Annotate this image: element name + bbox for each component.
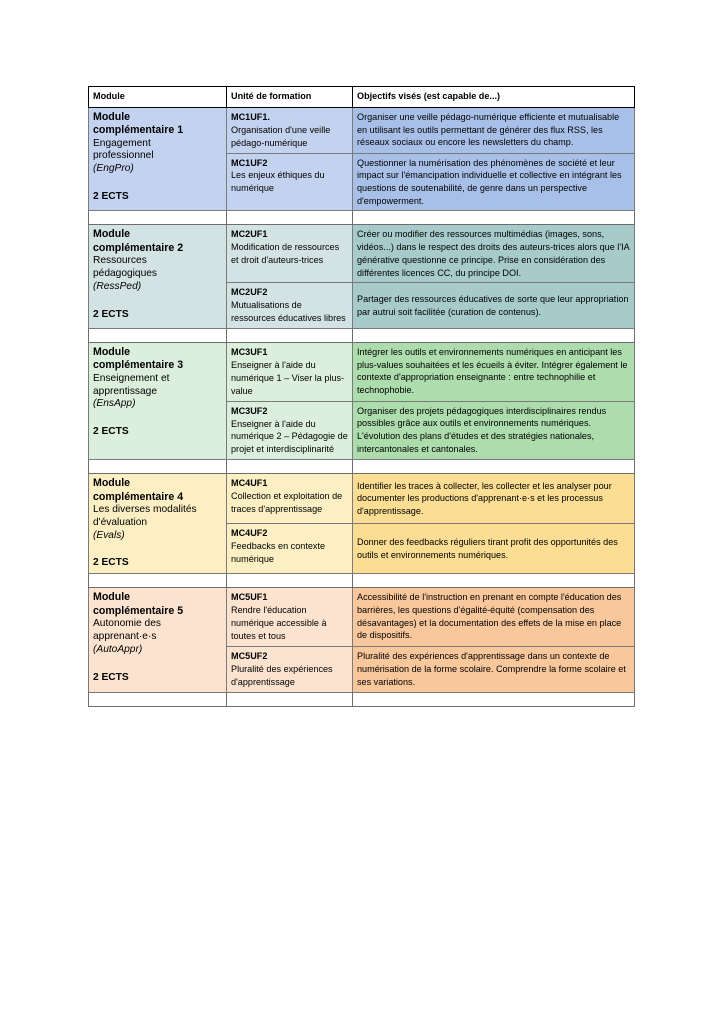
spacer-cell bbox=[89, 460, 227, 474]
unite-code: MC5UF2 bbox=[231, 650, 268, 661]
module-title-line1: Module bbox=[93, 591, 131, 604]
unite-name: Collection et exploitation de traces d'apprentissage bbox=[231, 491, 343, 515]
spacer-cell bbox=[89, 692, 227, 706]
table-header-row bbox=[89, 87, 635, 108]
module-table bbox=[88, 86, 635, 707]
objectif-cell: Donner des feedbacks réguliers tirant profit des opportunités des outils et environnements numériques. bbox=[353, 524, 635, 574]
column-header-unite-de-formation: Unité de formation bbox=[227, 87, 353, 108]
unite-de-formation-cell bbox=[227, 588, 353, 647]
unite-code: MC1UF2 bbox=[231, 157, 268, 168]
objectif-cell: Organiser des projets pédagogiques interdisciplinaires rendus possibles grâce aux outils et environnements numériques. L'évolution des plans d'études et des stratégies nationales, intercantonales et cantonales. bbox=[353, 401, 635, 460]
module-ects: 2 ECTS bbox=[93, 671, 129, 683]
unite-code: MC2UF2 bbox=[231, 287, 268, 298]
unite-name: Organisation d'une veille pédago-numérique bbox=[231, 124, 331, 148]
column-header-module: Module bbox=[89, 87, 227, 108]
module-abbreviation: (AutoAppr) bbox=[93, 643, 143, 655]
module-subtitle-line2: apprentissage bbox=[93, 385, 158, 397]
unite-name: Feedbacks en contexte numérique bbox=[231, 541, 326, 565]
unite-de-formation-cell bbox=[227, 153, 353, 211]
module-ects: 2 ECTS bbox=[93, 308, 129, 320]
spacer-row-1 bbox=[89, 329, 635, 343]
module-title-line2: complémentaire 3 bbox=[93, 359, 184, 372]
spacer-cell bbox=[89, 211, 227, 225]
unite-de-formation-cell bbox=[227, 474, 353, 524]
spacer-cell bbox=[353, 460, 635, 474]
spacer-cell bbox=[227, 211, 353, 225]
spacer-row-2 bbox=[89, 460, 635, 474]
module-subtitle-line1: Les diverses modalités bbox=[93, 503, 197, 515]
module-title-line1: Module bbox=[93, 110, 131, 123]
spacer-cell bbox=[353, 211, 635, 225]
module-title-line1: Module bbox=[93, 346, 131, 358]
module-name-cell bbox=[89, 107, 227, 211]
unite-name: Enseigner à l'aide du numérique 2 – Pédagogie de projet et interdisciplinarité bbox=[231, 418, 348, 455]
unite-de-formation-cell bbox=[227, 524, 353, 574]
objectif-cell: Partager des ressources éducatives de sorte que leur appropriation par autrui soit facilitée (curation de contenus). bbox=[353, 283, 635, 329]
table-row bbox=[89, 107, 635, 153]
unite-code: MC3UF2 bbox=[231, 405, 268, 416]
unite-code: MC2UF1 bbox=[231, 229, 268, 240]
objectif-cell: Accessibilité de l'instruction en prenant en compte l'éducation des barrières, les questions d'égalité-équité (compensation des désavantages) et la documentation des effets de la mise en place de dispositifs. bbox=[353, 588, 635, 647]
module-subtitle-line1: Engagement bbox=[93, 137, 151, 149]
module-subtitle-line2: pédagogiques bbox=[93, 267, 158, 279]
module-abbreviation: (EngPro) bbox=[93, 163, 134, 175]
objectif-cell: Organiser une veille pédago-numérique efficiente et mutualisable en utilisant les outils permettant de générer des flux RSS, les réseaux sociaux ou encore les newsletters du champ. bbox=[353, 107, 635, 153]
spacer-cell bbox=[353, 574, 635, 588]
module-ects: 2 ECTS bbox=[93, 191, 129, 203]
module-abbreviation: (Evals) bbox=[93, 529, 125, 541]
module-title-line2: complémentaire 2 bbox=[93, 241, 184, 254]
spacer-cell bbox=[227, 460, 353, 474]
spacer-row-0 bbox=[89, 211, 635, 225]
unite-name: Rendre l'éducation numérique accessible à toutes et tous bbox=[231, 605, 327, 642]
unite-code: MC4UF2 bbox=[231, 528, 268, 539]
spacer-cell bbox=[89, 329, 227, 343]
objectif-cell: Créer ou modifier des ressources multimédias (images, sons, vidéos...) dans le respect des droits des auteurs-trices alors que l'IA générative questionne ce principe. Prise en considération des différentes licences CC, du principe DOI. bbox=[353, 225, 635, 283]
objectif-cell: Identifier les traces à collecter, les collecter et les analyser pour documenter les productions d'apprenant·e·s et les processus d'apprentissage. bbox=[353, 474, 635, 524]
unite-name: Modification de ressources et droit d'auteurs-trices bbox=[231, 242, 340, 266]
unite-de-formation-cell bbox=[227, 343, 353, 402]
spacer-row-4 bbox=[89, 692, 635, 706]
module-name-cell bbox=[89, 225, 227, 329]
module-ects: 2 ECTS bbox=[93, 426, 129, 438]
unite-code: MC4UF1 bbox=[231, 478, 268, 489]
module-title-line2: complémentaire 5 bbox=[93, 604, 184, 617]
module-subtitle-line2: professionnel bbox=[93, 150, 154, 162]
objectif-cell: Pluralité des expériences d'apprentissage dans un contexte de numérisation de la forme scolaire. Comprendre la forme scolaire et ses variations. bbox=[353, 646, 635, 692]
spacer-cell bbox=[353, 329, 635, 343]
module-subtitle-line2: apprenant·e·s bbox=[93, 630, 157, 642]
unite-de-formation-cell bbox=[227, 401, 353, 460]
unite-name: Mutualisations de ressources éducatives libres bbox=[231, 300, 346, 324]
unite-name: Enseigner à l'aide du numérique 1 – Viser la plus-value bbox=[231, 359, 345, 396]
module-subtitle-line1: Autonomie des bbox=[93, 618, 161, 629]
module-subtitle-line2: d'évaluation bbox=[93, 516, 148, 528]
module-title-line1: Module bbox=[93, 228, 131, 241]
module-name-cell bbox=[89, 343, 227, 460]
unite-de-formation-cell bbox=[227, 646, 353, 692]
module-title-line1: Module bbox=[93, 477, 131, 490]
column-header-objectifs: Objectifs visés (est capable de...) bbox=[353, 87, 635, 108]
spacer-row-3 bbox=[89, 574, 635, 588]
spacer-cell bbox=[227, 692, 353, 706]
module-subtitle-line1: Enseignement et bbox=[93, 372, 170, 384]
module-title-line2: complémentaire 4 bbox=[93, 490, 184, 503]
objectif-cell: Intégrer les outils et environnements numériques en anticipant les plus-values souhaitées et les écueils à éviter. Intégrer également le contexte d'appropriation enseignante : entre technophilie et technophobie. bbox=[353, 343, 635, 402]
module-table-container bbox=[88, 86, 634, 707]
spacer-cell bbox=[227, 329, 353, 343]
unite-code: MC3UF1 bbox=[231, 347, 268, 357]
module-subtitle-line1: Ressources bbox=[93, 255, 147, 267]
unite-name: Pluralité des expériences d'apprentissage bbox=[231, 663, 333, 687]
module-abbreviation: (EnsApp) bbox=[93, 398, 136, 410]
unite-de-formation-cell bbox=[227, 107, 353, 153]
spacer-cell bbox=[353, 692, 635, 706]
table-row bbox=[89, 474, 635, 524]
module-name-cell bbox=[89, 474, 227, 574]
unite-de-formation-cell bbox=[227, 283, 353, 329]
table-row bbox=[89, 588, 635, 647]
objectif-cell: Questionner la numérisation des phénomènes de société et leur impact sur l'émancipation individuelle et collective en intégrant les questions de soutenabilité, de genre dans un perspective d'empowerment. bbox=[353, 153, 635, 211]
module-title-line2: complémentaire 1 bbox=[93, 124, 184, 137]
unite-de-formation-cell bbox=[227, 225, 353, 283]
table-row bbox=[89, 225, 635, 283]
unite-name: Les enjeux éthiques du numérique bbox=[231, 170, 325, 194]
table-row bbox=[89, 343, 635, 402]
spacer-cell bbox=[89, 574, 227, 588]
spacer-cell bbox=[227, 574, 353, 588]
module-abbreviation: (RessPed) bbox=[93, 280, 142, 292]
module-ects: 2 ECTS bbox=[93, 557, 129, 569]
unite-code: MC1UF1. bbox=[231, 111, 270, 122]
unite-code: MC5UF1 bbox=[231, 592, 268, 603]
module-name-cell bbox=[89, 588, 227, 692]
